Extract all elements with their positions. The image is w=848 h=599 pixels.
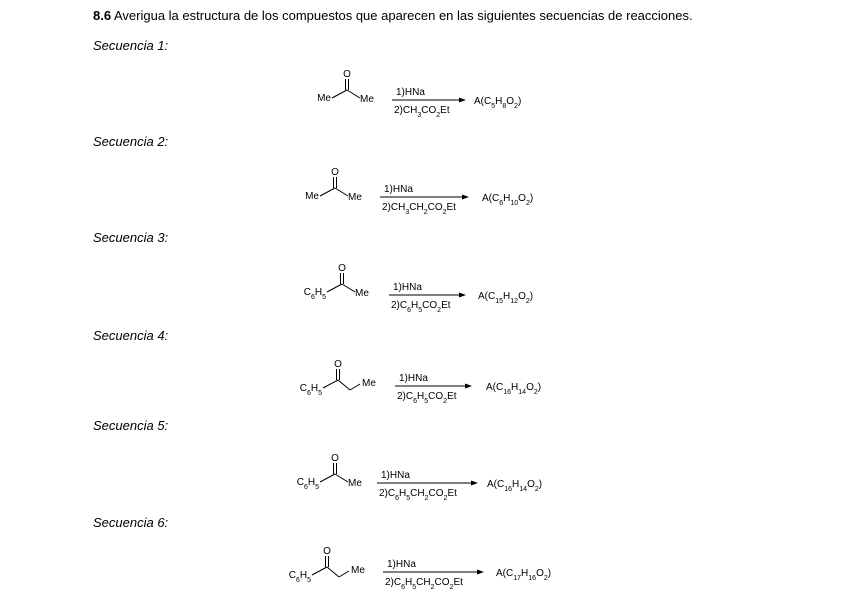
sequence-3-label: Secuencia 3:: [93, 230, 169, 245]
oxygen-atom: O: [331, 453, 339, 464]
oxygen-atom: O: [331, 167, 339, 178]
left-group-label: Me: [317, 93, 331, 104]
left-bond: [327, 284, 342, 292]
left-group-label: $C_6H_5$: [296, 477, 319, 491]
left-group-label: $C_6H_5$: [303, 287, 326, 301]
right-group-label: Me: [362, 378, 376, 389]
right-group-label: Me: [348, 478, 362, 489]
reagent-step-2: $2)CH_3CO_2Et$: [394, 105, 450, 118]
reaction-scheme-6: [0, 540, 848, 596]
left-bond: [312, 567, 327, 575]
reagent-step-2: $2)C_6H_5CO_2Et$: [391, 300, 451, 314]
sequence-2-label: Secuencia 2:: [93, 134, 169, 149]
reagent-step-1: 1)HNa: [396, 87, 425, 98]
left-group-label: $C_6H_5$: [288, 570, 311, 584]
reagent-step-1: 1)HNa: [384, 184, 413, 195]
reagent-step-2: $2)C_6H_5CH_2CO_2Et$: [379, 488, 457, 502]
problem-number: 8.6: [93, 8, 112, 23]
oxygen-atom: O: [343, 69, 351, 80]
reaction-scheme-1: [0, 62, 848, 118]
sequence-1-label: Secuencia 1:: [93, 38, 169, 53]
arrow-head: [462, 195, 469, 200]
reagent-step-1: 1)HNa: [399, 373, 428, 384]
left-bond: [320, 474, 335, 482]
chain-bond: [327, 567, 339, 577]
problem-statement: Averigua la estructura de los compuestos que aparecen en las siguientes secuencias de reacciones.: [113, 8, 693, 23]
arrow-head: [471, 481, 478, 486]
sequence-5-label: Secuencia 5:: [93, 418, 169, 433]
problem-title: [93, 8, 693, 23]
product-formula: $A(C_5H_8O_2)$: [474, 96, 522, 110]
product-formula: $A(C_{16}H_{14}O_2)$: [486, 382, 542, 396]
arrow-head: [477, 570, 484, 575]
reagent-step-2: $2)CH_3CH_2CO_2Et$: [382, 202, 456, 216]
right-bond: [347, 90, 360, 98]
left-group-label: Me: [305, 191, 319, 202]
right-bond: [335, 188, 348, 196]
oxygen-atom: O: [338, 263, 346, 274]
chain-bond: [339, 571, 349, 577]
right-group-label: Me: [355, 288, 369, 299]
reagent-step-2: $2)C_6H_5CH_2CO_2Et$: [385, 577, 463, 591]
product-formula: $A(C_{17}H_{16}O_2)$: [496, 568, 552, 582]
chain-bond: [350, 384, 360, 390]
reaction-scheme-4: [0, 352, 848, 408]
left-bond: [332, 90, 347, 98]
reagent-step-1: 1)HNa: [393, 282, 422, 293]
right-group-label: Me: [351, 565, 365, 576]
product-formula: $A(C_6H_{10}O_2)$: [482, 193, 534, 207]
arrow-head: [465, 384, 472, 389]
arrow-head: [459, 293, 466, 298]
reaction-scheme-3: [0, 258, 848, 314]
right-group-label: Me: [360, 94, 374, 105]
right-bond: [335, 474, 348, 482]
sequence-6-label: Secuencia 6:: [93, 515, 169, 530]
reaction-scheme-2: [0, 160, 848, 216]
right-bond: [342, 284, 355, 292]
left-group-label: $C_6H_5$: [299, 383, 322, 397]
arrow-head: [459, 98, 466, 103]
oxygen-atom: O: [334, 359, 342, 370]
reagent-step-1: 1)HNa: [387, 559, 416, 570]
reagent-step-1: 1)HNa: [381, 470, 410, 481]
reagent-step-2: $2)C_6H_5CO_2Et$: [397, 391, 457, 405]
oxygen-atom: O: [323, 546, 331, 557]
reaction-scheme-5: [0, 448, 848, 504]
left-bond: [320, 188, 335, 196]
sequence-4-label: Secuencia 4:: [93, 328, 169, 343]
left-bond: [323, 380, 338, 388]
product-formula: $A(C_{15}H_{12}O_2)$: [478, 291, 534, 305]
right-group-label: Me: [348, 192, 362, 203]
product-formula: $A(C_{16}H_{14}O_2)$: [487, 479, 543, 493]
chain-bond: [338, 380, 350, 390]
